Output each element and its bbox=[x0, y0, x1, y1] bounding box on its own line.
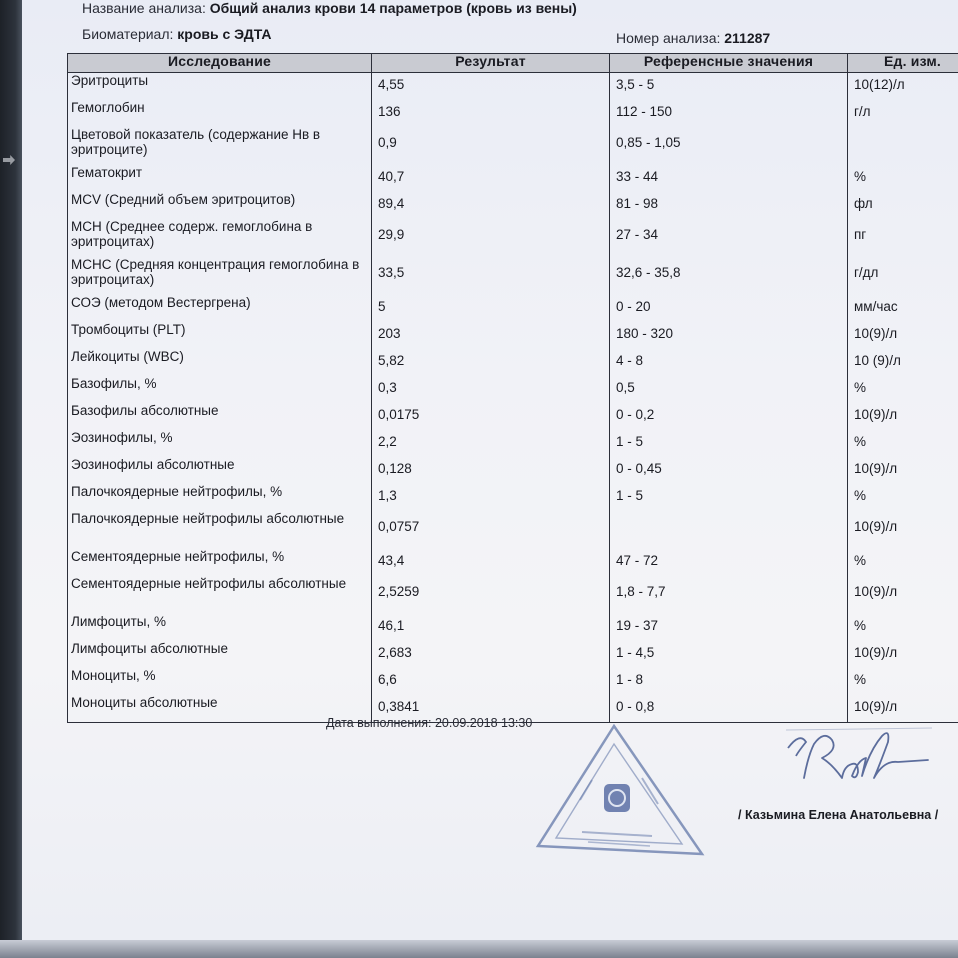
reference-range: 47 - 72 bbox=[610, 549, 848, 576]
test-result: 2,5259 bbox=[372, 576, 610, 614]
unit: г/дл bbox=[848, 257, 958, 295]
column-header-unit: Ед. изм. bbox=[848, 54, 958, 73]
test-result: 2,683 bbox=[372, 641, 610, 668]
table-row bbox=[68, 549, 958, 576]
unit: % bbox=[848, 668, 958, 695]
reference-range: 0,85 - 1,05 bbox=[610, 127, 848, 165]
table-row bbox=[68, 127, 958, 165]
test-result: 0,9 bbox=[372, 127, 610, 165]
unit: мм/час bbox=[848, 295, 958, 322]
reference-range: 27 - 34 bbox=[610, 219, 848, 257]
unit bbox=[848, 127, 958, 165]
test-name: Моноциты абсолютные bbox=[68, 695, 372, 723]
reference-range: 1 - 8 bbox=[610, 668, 848, 695]
test-name: Базофилы, % bbox=[68, 376, 372, 403]
unit: % bbox=[848, 165, 958, 192]
analysis-number-label: Номер анализа: bbox=[616, 30, 721, 46]
laboratory-stamp bbox=[532, 720, 707, 862]
test-result: 2,2 bbox=[372, 430, 610, 457]
analysis-number: 211287 bbox=[724, 30, 771, 46]
table-row bbox=[68, 219, 958, 257]
table-row bbox=[68, 484, 958, 511]
reference-range: 3,5 - 5 bbox=[610, 73, 848, 101]
reference-range: 4 - 8 bbox=[610, 349, 848, 376]
test-name: MCH (Среднее содерж. гемоглобина в эритроцитах) bbox=[68, 219, 372, 257]
test-result: 40,7 bbox=[372, 165, 610, 192]
test-name: Сементоядерные нейтрофилы абсолютные bbox=[68, 576, 372, 614]
unit: 10(9)/л bbox=[848, 322, 958, 349]
table-row bbox=[68, 349, 958, 376]
table-row bbox=[68, 668, 958, 695]
reference-range: 0 - 0,2 bbox=[610, 403, 848, 430]
reference-range: 1 - 4,5 bbox=[610, 641, 848, 668]
reference-range: 0 - 20 bbox=[610, 295, 848, 322]
analysis-title bbox=[82, 0, 577, 16]
test-result: 0,3841 bbox=[372, 695, 610, 723]
test-name: Лейкоциты (WBC) bbox=[68, 349, 372, 376]
table-row bbox=[68, 576, 958, 614]
test-result: 136 bbox=[372, 100, 610, 127]
biomaterial-value: кровь с ЭДТА bbox=[177, 26, 272, 42]
unit: % bbox=[848, 430, 958, 457]
results-table bbox=[67, 53, 958, 723]
table-row bbox=[68, 73, 958, 101]
test-name: Тромбоциты (PLT) bbox=[68, 322, 372, 349]
biomaterial-line bbox=[82, 26, 272, 42]
test-result: 6,6 bbox=[372, 668, 610, 695]
unit: 10(9)/л bbox=[848, 457, 958, 484]
test-result: 46,1 bbox=[372, 614, 610, 641]
reference-range: 0 - 0,45 bbox=[610, 457, 848, 484]
column-header-reference: Референсные значения bbox=[610, 54, 848, 73]
reference-range: 1 - 5 bbox=[610, 484, 848, 511]
test-name: MCV (Средний объем эритроцитов) bbox=[68, 192, 372, 219]
reference-range bbox=[610, 511, 848, 549]
unit: 10(9)/л bbox=[848, 403, 958, 430]
test-result: 203 bbox=[372, 322, 610, 349]
analysis-label: Название анализа: bbox=[82, 0, 206, 16]
test-name: СОЭ (методом Вестергрена) bbox=[68, 295, 372, 322]
unit: 10(12)/л bbox=[848, 73, 958, 101]
date-label: Дата выполнения: bbox=[326, 716, 432, 730]
table-row bbox=[68, 511, 958, 549]
table-row bbox=[68, 165, 958, 192]
analysis-name: Общий анализ крови 14 параметров (кровь из вены) bbox=[209, 0, 577, 16]
screen bbox=[22, 0, 958, 940]
test-name: Палочкоядерные нейтрофилы, % bbox=[68, 484, 372, 511]
date-value: 20.09.2018 13:30 bbox=[434, 716, 533, 730]
test-name: Эозинофилы абсолютные bbox=[68, 457, 372, 484]
test-result: 33,5 bbox=[372, 257, 610, 295]
table-row bbox=[68, 641, 958, 668]
reference-range: 32,6 - 35,8 bbox=[610, 257, 848, 295]
test-name: Лимфоциты, % bbox=[68, 614, 372, 641]
table-row bbox=[68, 376, 958, 403]
unit: % bbox=[848, 376, 958, 403]
reference-range: 112 - 150 bbox=[610, 100, 848, 127]
test-name: Палочкоядерные нейтрофилы абсолютные bbox=[68, 511, 372, 549]
unit: 10(9)/л bbox=[848, 576, 958, 614]
test-name: Эритроциты bbox=[68, 73, 372, 101]
test-name: Сементоядерные нейтрофилы, % bbox=[68, 549, 372, 576]
table-row bbox=[68, 614, 958, 641]
biomaterial-label: Биоматериал: bbox=[82, 26, 174, 42]
test-name: Гематокрит bbox=[68, 165, 372, 192]
test-name: Моноциты, % bbox=[68, 668, 372, 695]
unit: г/л bbox=[848, 100, 958, 127]
test-result: 4,55 bbox=[372, 73, 610, 101]
test-name: MCHC (Средняя концентрация гемоглобина в эритроцитах) bbox=[68, 257, 372, 295]
table-row bbox=[68, 257, 958, 295]
reference-range: 1 - 5 bbox=[610, 430, 848, 457]
test-result: 29,9 bbox=[372, 219, 610, 257]
test-result: 1,3 bbox=[372, 484, 610, 511]
reference-range: 1,8 - 7,7 bbox=[610, 576, 848, 614]
column-header-result: Результат bbox=[372, 54, 610, 73]
table-header-row bbox=[68, 54, 958, 73]
unit: пг bbox=[848, 219, 958, 257]
test-result: 5 bbox=[372, 295, 610, 322]
reference-range: 0,5 bbox=[610, 376, 848, 403]
lab-report bbox=[22, 0, 958, 940]
test-name: Цветовой показатель (содержание Нв в эритроците) bbox=[68, 127, 372, 165]
table-row bbox=[68, 403, 958, 430]
test-name: Базофилы абсолютные bbox=[68, 403, 372, 430]
unit: 10(9)/л bbox=[848, 511, 958, 549]
signer-name: / Казьмина Елена Анатольевна / bbox=[738, 808, 939, 822]
unit: 10(9)/л bbox=[848, 641, 958, 668]
test-result: 5,82 bbox=[372, 349, 610, 376]
table-row bbox=[68, 192, 958, 219]
unit: 10(9)/л bbox=[848, 695, 958, 723]
reference-range: 180 - 320 bbox=[610, 322, 848, 349]
reference-range: 81 - 98 bbox=[610, 192, 848, 219]
unit: фл bbox=[848, 192, 958, 219]
test-result: 0,0757 bbox=[372, 511, 610, 549]
table-row bbox=[68, 430, 958, 457]
arrow-icon bbox=[3, 155, 15, 165]
table-row bbox=[68, 100, 958, 127]
unit: % bbox=[848, 614, 958, 641]
analysis-number-line bbox=[616, 30, 770, 46]
table-row bbox=[68, 457, 958, 484]
test-result: 89,4 bbox=[372, 192, 610, 219]
completion-date bbox=[326, 716, 532, 730]
test-result: 0,3 bbox=[372, 376, 610, 403]
reference-range: 0 - 0,8 bbox=[610, 695, 848, 723]
test-result: 0,0175 bbox=[372, 403, 610, 430]
test-name: Гемоглобин bbox=[68, 100, 372, 127]
unit: 10 (9)/л bbox=[848, 349, 958, 376]
test-name: Эозинофилы, % bbox=[68, 430, 372, 457]
test-result: 0,128 bbox=[372, 457, 610, 484]
monitor-bottom-edge bbox=[0, 940, 958, 958]
unit: % bbox=[848, 484, 958, 511]
handwritten-signature bbox=[782, 722, 958, 792]
reference-range: 19 - 37 bbox=[610, 614, 848, 641]
unit: % bbox=[848, 549, 958, 576]
column-header-test: Исследование bbox=[68, 54, 372, 73]
monitor-bezel bbox=[0, 0, 22, 958]
test-result: 43,4 bbox=[372, 549, 610, 576]
reference-range: 33 - 44 bbox=[610, 165, 848, 192]
test-name: Лимфоциты абсолютные bbox=[68, 641, 372, 668]
table-row bbox=[68, 322, 958, 349]
table-row bbox=[68, 295, 958, 322]
